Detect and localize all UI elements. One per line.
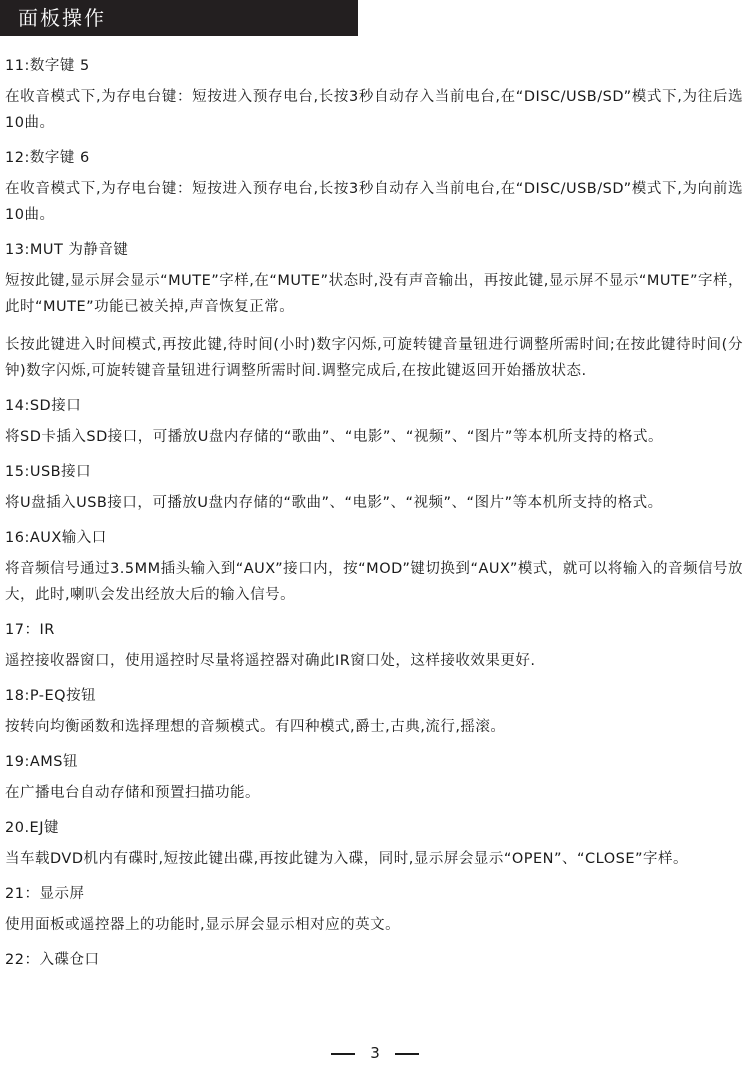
section-heading: 12:数字键 6 xyxy=(5,150,90,166)
section xyxy=(5,818,743,872)
section-heading: 16:AUX输入口 xyxy=(5,530,107,546)
section xyxy=(5,686,743,740)
section-heading: 18:P-EQ按钮 xyxy=(5,688,97,704)
section-heading: 17：IR xyxy=(5,622,55,638)
section xyxy=(5,620,743,674)
section-heading: 14:SD接口 xyxy=(5,398,82,414)
section-paragraph: 当车载DVD机内有碟时,短按此键出碟,再按此键为入碟，同时,显示屏会显示“OPEN”、“CLOSE”字样。 xyxy=(5,851,688,867)
section xyxy=(5,528,743,608)
footer-dash-right xyxy=(395,1053,419,1055)
page-number: 3 xyxy=(370,1044,380,1062)
section-heading: 22：入碟仓口 xyxy=(5,952,100,968)
section-paragraph: 使用面板或遥控器上的功能时,显示屏会显示相对应的英文。 xyxy=(5,917,401,933)
section-heading: 11:数字键 5 xyxy=(5,58,90,74)
section-heading: 21：显示屏 xyxy=(5,886,85,902)
section-heading: 15:USB接口 xyxy=(5,464,92,480)
section-paragraph: 将SD卡插入SD接口，可播放U盘内存储的“歌曲”、“电影”、“视频”、“图片”等本机所支持的格式。 xyxy=(5,429,663,445)
footer-dash-left xyxy=(331,1053,355,1055)
section xyxy=(5,240,743,384)
section-heading: 20.EJ键 xyxy=(5,820,59,836)
section xyxy=(5,752,743,806)
page-title: 面板操作 xyxy=(18,6,106,30)
section-paragraph: 按转向均衡函数和选择理想的音频模式。有四种模式,爵士,古典,流行,摇滚。 xyxy=(5,719,506,735)
section-paragraph: 将U盘插入USB接口，可播放U盘内存储的“歌曲”、“电影”、“视频”、“图片”等本机所支持的格式。 xyxy=(5,495,663,511)
section xyxy=(5,884,743,938)
section-paragraph: 在收音模式下,为存电台键：短按进入预存电台,长按3秒自动存入当前电台,在“DISC/USB/SD”模式下,为向前选10曲。 xyxy=(5,181,743,223)
page-footer xyxy=(0,1044,750,1062)
section-paragraph: 长按此键进入时间模式,再按此键,待时间(小时)数字闪烁,可旋转键音量钮进行调整所需时间;在按此键待时间(分钟)数字闪烁,可旋转键音量钮进行调整所需时间.调整完成后,在按此键返回开始播放状态. xyxy=(5,337,743,379)
section-heading: 13:MUT 为静音键 xyxy=(5,242,129,258)
section-paragraph: 在收音模式下,为存电台键：短按进入预存电台,长按3秒自动存入当前电台,在“DISC/USB/SD”模式下,为往后选10曲。 xyxy=(5,89,743,131)
section-header-bar xyxy=(0,0,358,36)
section xyxy=(5,56,743,136)
section xyxy=(5,148,743,228)
section xyxy=(5,396,743,450)
section-paragraph: 短按此键,显示屏会显示“MUTE”字样,在“MUTE”状态时,没有声音输出，再按此键,显示屏不显示“MUTE”字样，此时“MUTE”功能已被关掉,声音恢复正常。 xyxy=(5,273,743,315)
section-paragraph: 将音频信号通过3.5MM插头输入到“AUX”接口内，按“MOD”键切换到“AUX”模式，就可以将输入的音频信号放大，此时,喇叭会发出经放大后的输入信号。 xyxy=(5,561,743,603)
section xyxy=(5,462,743,516)
section-paragraph: 遥控接收器窗口，使用遥控时尽量将遥控器对确此IR窗口处，这样接收效果更好. xyxy=(5,653,536,669)
section-heading: 19:AMS钮 xyxy=(5,754,78,770)
section xyxy=(5,950,743,970)
section-paragraph: 在广播电台自动存储和预置扫描功能。 xyxy=(5,785,260,801)
document-body xyxy=(5,56,743,978)
